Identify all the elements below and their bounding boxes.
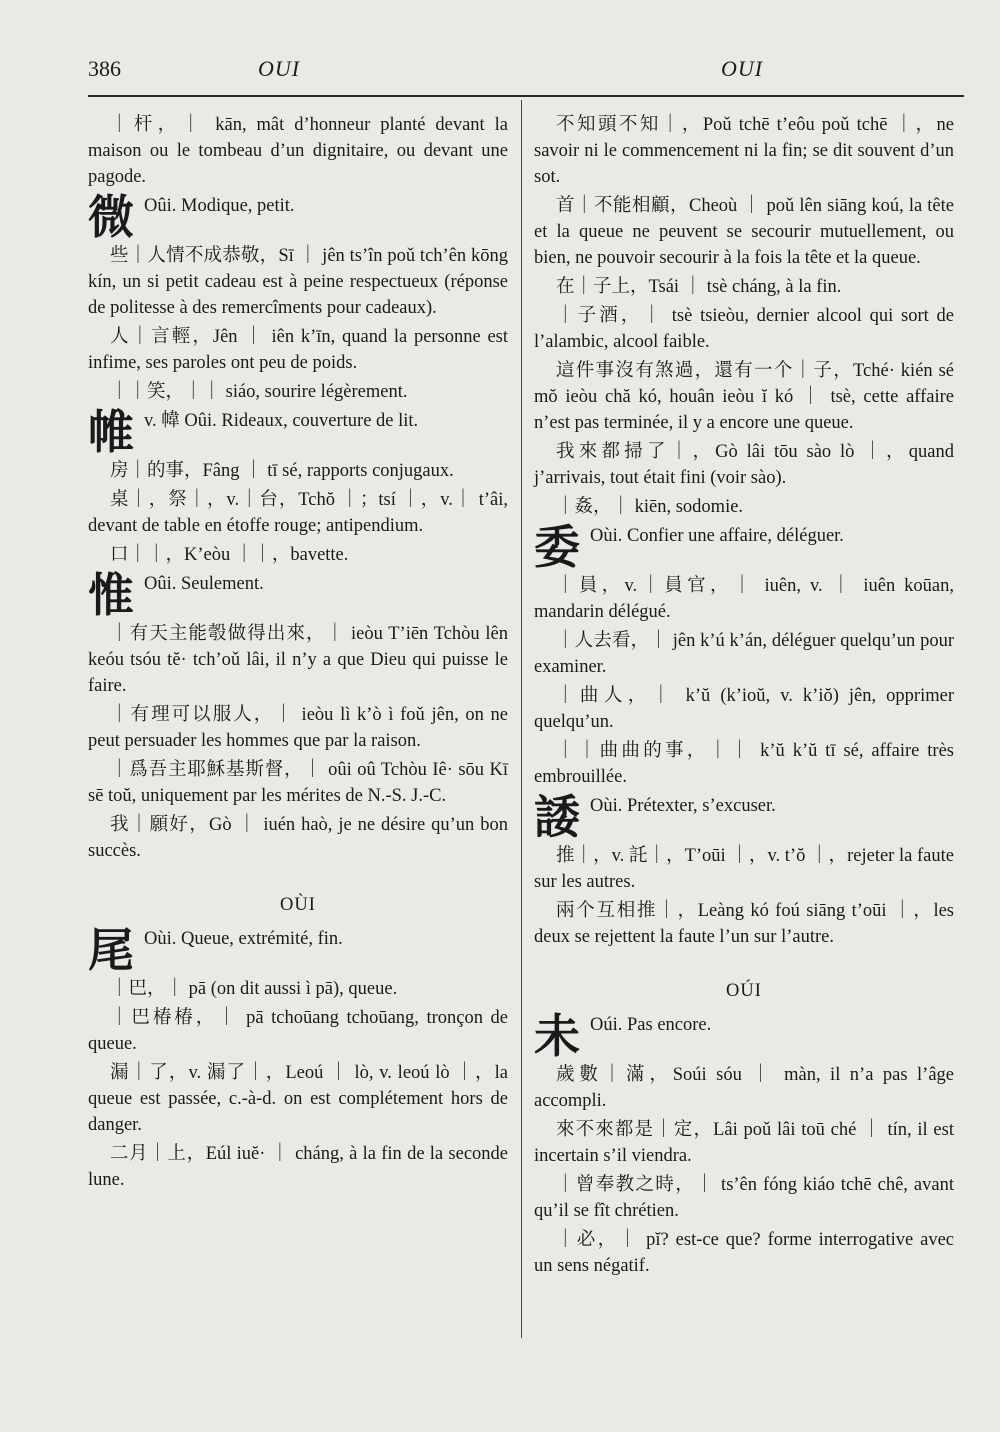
dictionary-sub-entry: ｜有天主能彀做得出來，｜ ieòu T’iēn Tchòu lên keóu tsóu tĕ· tch’oǔ lâi, il n’y a que Dieu qui puisse le faire. xyxy=(88,624,508,696)
dictionary-sub-entry: 房｜的事，Fâng ｜ tī sé, rapports conjugaux. xyxy=(110,461,454,481)
headword-character: 尾 xyxy=(88,926,134,974)
right-column xyxy=(534,112,954,1282)
dictionary-main-entry xyxy=(534,1012,954,1060)
dictionary-sub-entry: 我｜願好，Gò ｜ iuén haò, je ne désire qu’un bon succès. xyxy=(88,815,508,861)
definition-text: Oùi. Prétexter, s’excuser. xyxy=(590,796,776,816)
definition-text: Oùi. Queue, extrémité, fin. xyxy=(144,929,343,949)
dictionary-sub-entry: ｜巴，｜ pā (on dit aussi ì pā), queue. xyxy=(110,979,398,999)
dictionary-sub-entry: 不知頭不知｜，Poǔ tchē t’eôu poǔ tchē ｜，ne savoir ni le commencement ni la fin; se dit souvent d’un sot. xyxy=(534,115,954,187)
dictionary-sub-entry: ｜有理可以服人，｜ ieòu lì k’ò ì foǔ jên, on ne peut persuader les hommes que par la raison. xyxy=(88,705,508,751)
headword-character: 帷 xyxy=(88,408,134,456)
dictionary-sub-entry: 這件事沒有煞過，還有一个｜子，Tché· kién sé mŏ ieòu chă kó, houân ieòu ĭ kó ｜ tsè, cette affaire n’est pas terminée, il y a encore une queue. xyxy=(534,361,954,433)
headword-character: 微 xyxy=(88,193,134,241)
definition-text: Oúi. Pas encore. xyxy=(590,1015,712,1035)
dictionary-sub-entry: 來不來都是｜定，Lâi poǔ lâi toū ché ｜ tín, il est incertain s’il viendra. xyxy=(534,1120,954,1166)
dictionary-main-entry xyxy=(534,523,954,571)
dictionary-sub-entry: ｜｜笑，｜｜ siáo, sourire légèrement. xyxy=(110,382,408,402)
dictionary-sub-entry: ｜人去看，｜ jên k’ú k’án, déléguer quelqu’un pour examiner. xyxy=(534,631,954,677)
definition-text: v. 幃 Oûi. Rideaux, couverture de lit. xyxy=(144,411,419,431)
dictionary-sub-entry: ｜曾奉教之時，｜ ts’ên fóng kiáo tchē chê, avant qu’il se fît chrétien. xyxy=(534,1175,954,1221)
dictionary-sub-entry: ｜子酒，｜ tsè tsieòu, dernier alcool qui sort de l’alambic, alcool faible. xyxy=(534,306,954,352)
dictionary-sub-entry: 兩个互相推｜，Leàng kó foú siāng t’oūi ｜，les deux se rejettent la faute l’un sur l’autre. xyxy=(534,901,954,947)
definition-text: Oûi. Modique, petit. xyxy=(144,196,295,216)
dictionary-sub-entry: ｜｜曲曲的事，｜｜ k’ŭ k’ŭ tī sé, affaire très embrouillée. xyxy=(534,741,954,787)
headword-character: 委 xyxy=(534,523,580,571)
dictionary-sub-entry: 歲數｜滿，Soúi sóu ｜ màn, il n’a pas l’âge accompli. xyxy=(534,1065,954,1111)
dictionary-sub-entry: ｜巴椿椿，｜ pā tchoūang tchoūang, tronçon de queue. xyxy=(88,1008,508,1054)
page-number: 386 xyxy=(88,56,121,81)
dictionary-sub-entry: 推｜，v. 託｜，T’oūi ｜，v. t’ŏ ｜，rejeter la faute sur les autres. xyxy=(534,846,954,892)
dictionary-main-entry xyxy=(534,793,954,841)
dictionary-sub-entry: 桌｜，祭｜，v.｜台，Tchŏ ｜；tsí ｜，v.｜ t’âi, devant de table en étoffe rouge; antipendium. xyxy=(88,490,508,536)
running-head-left: OUI xyxy=(258,56,301,81)
dictionary-sub-entry: 二月｜上，Eúl iuĕ· ｜ cháng, à la fin de la seconde lune. xyxy=(88,1144,508,1190)
dictionary-sub-entry: ｜員，v.｜員官，｜ iuên, v. ｜ iuên koūan, mandarin délégué. xyxy=(534,576,954,622)
column-divider xyxy=(521,100,522,1338)
section-heading: OÙI xyxy=(280,895,316,915)
dictionary-sub-entry: 人｜言輕，Jên ｜ iên k’īn, quand la personne est infime, ses paroles ont peu de poids. xyxy=(88,327,508,373)
dictionary-sub-entry: ｜爲吾主耶穌基斯督，｜ oûi oû Tchòu Iê· sōu Kī sē toŭ, uniquement par les mérites de N.-S. J.-C. xyxy=(88,760,508,806)
dictionary-main-entry xyxy=(88,926,508,974)
dictionary-main-entry xyxy=(88,193,508,241)
headword-character: 惟 xyxy=(88,571,134,619)
page-header xyxy=(88,56,968,90)
dictionary-main-entry xyxy=(88,408,508,456)
dictionary-sub-entry: 口｜｜，K’eòu ｜｜，bavette. xyxy=(110,545,349,565)
dictionary-sub-entry: ｜必，｜ pĭ? est-ce que? forme interrogative avec un sens négatif. xyxy=(534,1230,954,1276)
dictionary-sub-entry: 在｜子上，Tsái ｜ tsè cháng, à la fin. xyxy=(556,277,842,297)
dictionary-sub-entry: 漏｜了，v. 漏了｜，Leoú ｜ lò, v. leoú lò ｜，la queue est passée, c.-à-d. on est complétement hors de danger. xyxy=(88,1063,508,1135)
headword-character: 未 xyxy=(534,1012,580,1060)
dictionary-sub-entry: ｜杆，｜ kān, mât d’honneur planté devant la maison ou le tombeau d’un dignitaire, ou devant une pagode. xyxy=(88,115,508,187)
section-heading: OÚI xyxy=(726,981,762,1001)
dictionary-sub-entry: 首｜不能相顧，Cheoù ｜ poǔ lên siāng koú, la tête et la queue ne peuvent se secourir mutuellement, ou bien, ne pouvoir secourir à la fois la tête et la queue. xyxy=(534,196,954,268)
definition-text: Oûi. Seulement. xyxy=(144,574,264,594)
dictionary-sub-entry: 些｜人情不成恭敬，Sī ｜ jên ts’în poǔ tch’ên kōng kín, un si petit cadeau est à peine respectueux (réponse de politesse à des remercîments pour cadeaux). xyxy=(88,246,508,318)
dictionary-main-entry xyxy=(88,571,508,619)
definition-text: Oùi. Confier une affaire, déléguer. xyxy=(590,526,844,546)
dictionary-sub-entry: ｜姦，｜ kiēn, sodomie. xyxy=(556,497,744,517)
dictionary-sub-entry: 我來都掃了｜，Gò lâi tōu sào lò ｜，quand j’arrivais, tout était fini (voir sào). xyxy=(534,442,954,488)
left-column xyxy=(88,112,508,1196)
header-rule xyxy=(88,95,964,97)
running-head-right: OUI xyxy=(721,56,764,81)
dictionary-sub-entry: ｜曲人，｜ k’ŭ (k’ioŭ, v. k’iŏ) jên, opprimer quelqu’un. xyxy=(534,686,954,732)
headword-character: 諉 xyxy=(534,793,580,841)
